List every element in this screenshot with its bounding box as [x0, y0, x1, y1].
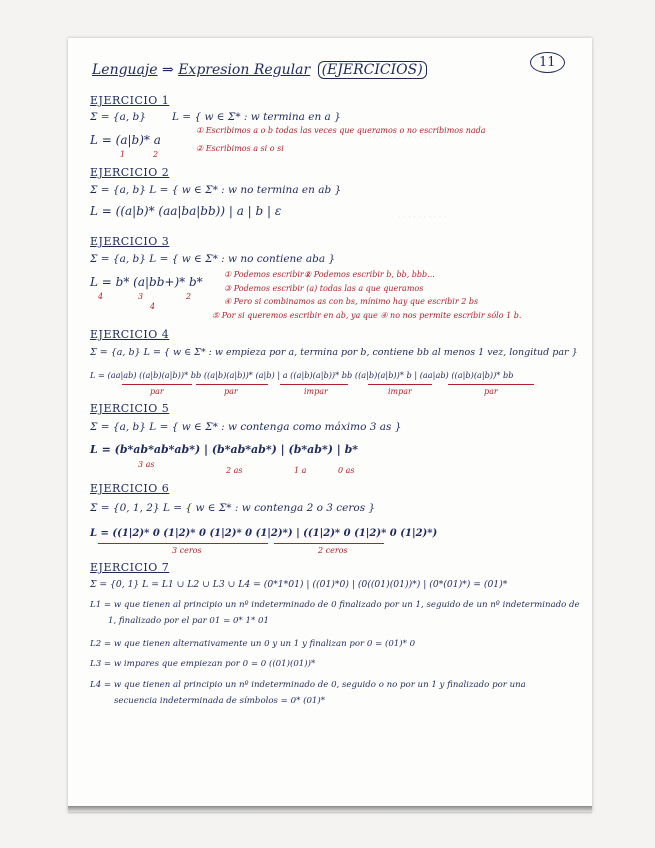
ex3-definition: Σ = {a, b} L = { w ∈ Σ* : w no contiene aba }: [90, 253, 336, 265]
ex3-note-1: ① Podemos escribir ε: [224, 270, 311, 279]
ex7-l1-cont: 1, finalizado por el par 01 = 0* 1* 01: [108, 616, 269, 626]
ex1-definition: L = { w ∈ Σ* : w termina en a }: [172, 111, 341, 123]
ex7-definition: Σ = {0, 1} L = L1 ∪ L2 ∪ L3 ∪ L4 = (0*1*01) | ((01)*0) | (0((01)(01))*) | (0*(01)*) = (01)*: [90, 579, 508, 590]
ex5-definition: Σ = {a, b} L = { w ∈ Σ* : w contenga como máximo 3 as }: [90, 421, 402, 433]
ex4-label: par: [150, 387, 164, 396]
ex2-expression: L = ((a|b)* (aa|ba|bb)) | a | b | ε: [90, 204, 282, 218]
ex5-label: 2 as: [226, 466, 243, 475]
bleed-through-text: · · · · · · · · · ·: [398, 213, 447, 222]
ex3-note-4: ④ Pero si combinamos as con bs, mínimo hay que escribir 2 bs: [224, 297, 479, 306]
ex5-label: 0 as: [338, 466, 355, 475]
ex7-header: EJERCICIO 7: [90, 561, 170, 574]
ex1-expression: L = (a|b)* a: [90, 133, 161, 147]
ex5-label: 3 as: [138, 460, 155, 469]
ex1-note-1: ① Escribimos a o b todas las veces que queramos o no escribimos nada: [196, 126, 486, 135]
ex4-brace: [368, 384, 432, 385]
ex2-definition: Σ = {a, b} L = { w ∈ Σ* : w no termina en ab }: [90, 184, 342, 196]
page-title: Lenguaje ⇒ Expresion Regular (EJERCICIOS): [92, 62, 427, 78]
ex5-header: EJERCICIO 5: [90, 402, 170, 415]
ex3-mark: 2: [186, 292, 192, 301]
ex4-brace: [122, 384, 192, 385]
ex5-label: 1 a: [294, 466, 307, 475]
notebook-page: [68, 38, 592, 812]
ex2-header: EJERCICIO 2: [90, 166, 170, 179]
ex6-header: EJERCICIO 6: [90, 482, 170, 495]
ex4-header: EJERCICIO 4: [90, 328, 170, 341]
ex3-note-2: ② Podemos escribir b, bb, bbb...: [304, 270, 435, 279]
ex6-brace: [98, 543, 268, 544]
ex6-brace: [274, 543, 384, 544]
ex3-mark: 3: [138, 292, 144, 301]
ex7-l2: L2 = w que tienen alternativamente un 0 y un 1 y finalizan por 0 = (01)* 0: [90, 639, 416, 649]
ex1-header: EJERCICIO 1: [90, 94, 170, 107]
ex3-mark: 4: [150, 302, 156, 311]
ex3-note-3: ③ Podemos escribir (a) todas las a que queramos: [224, 284, 424, 293]
ex1-mark-2: 2: [153, 150, 159, 159]
ex3-note-5: ⑤ Por si queremos escribir en ab, ya que ④ no nos permite escribir sólo 1 b.: [212, 311, 522, 320]
ex4-expression: L = (aa|ab) ((a|b)(a|b))* bb ((a|b)(a|b))* (a|b) | a ((a|b)(a|b))* bb ((a|b)(a|b))* b | (aa|ab) ((a|b)(a|b))* bb: [90, 370, 514, 380]
ex7-l4-cont: secuencia indeterminada de símbolos = 0* (01)*: [114, 696, 326, 706]
ex3-expression: L = b* (a|bb+)* b*: [90, 275, 203, 289]
ex4-label: par: [484, 387, 498, 396]
ex5-expression: L = (b*ab*ab*ab*) | (b*ab*ab*) | (b*ab*) | b*: [90, 443, 359, 456]
bleed-through-text: · · · · · · · · · · · · · ·: [368, 133, 437, 142]
page-edge-shadow: [68, 806, 592, 814]
ex6-label: 3 ceros: [172, 546, 202, 555]
ex4-brace: [448, 384, 534, 385]
ex4-brace: [196, 384, 268, 385]
ex7-l3: L3 = w impares que empiezan por 0 = 0 ((01)(01))*: [90, 659, 316, 669]
ex1-mark-1: 1: [120, 150, 126, 159]
ex3-mark: 4: [98, 292, 104, 301]
ex1-note-2: ② Escribimos a si o si: [196, 144, 284, 153]
ex4-label: impar: [304, 387, 328, 396]
ex4-brace: [280, 384, 348, 385]
ex4-label: impar: [388, 387, 412, 396]
page-number: 11: [530, 52, 565, 73]
ex6-definition: Σ = {0, 1, 2} L = { w ∈ Σ* : w contenga 2 o 3 ceros }: [90, 502, 376, 514]
ex7-l4: L4 = w que tienen al principio un nº indeterminado de 0, seguido o no por un 1 y finalizado por una: [90, 680, 526, 690]
ex7-l1: L1 = w que tienen al principio un nº indeterminado de 0 finalizado por un 1, seguido de un nº indeterminado de: [90, 600, 580, 610]
ex6-expression: L = ((1|2)* 0 (1|2)* 0 (1|2)* 0 (1|2)*) | ((1|2)* 0 (1|2)* 0 (1|2)*): [90, 528, 438, 539]
ex4-label: par: [224, 387, 238, 396]
ex1-alphabet: Σ = {a, b}: [90, 111, 146, 123]
ex3-header: EJERCICIO 3: [90, 235, 170, 248]
ex6-label: 2 ceros: [318, 546, 348, 555]
ex4-definition: Σ = {a, b} L = { w ∈ Σ* : w empieza por a, termina por b, contiene bb al menos 1 vez, longitud par }: [90, 347, 578, 358]
